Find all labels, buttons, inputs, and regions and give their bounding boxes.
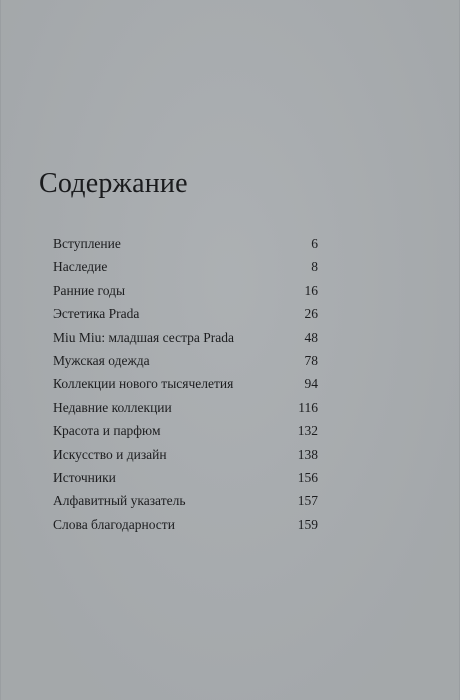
toc-entry bbox=[53, 517, 318, 540]
toc-entry-page: 159 bbox=[297, 516, 318, 532]
toc-entry-title: Недавние коллекции bbox=[53, 399, 172, 415]
toc-entry bbox=[53, 423, 318, 446]
toc-entry-title: Miu Miu: младшая сестра Prada bbox=[53, 329, 235, 345]
toc-entry-page: 8 bbox=[311, 259, 318, 275]
toc-entry-page: 16 bbox=[304, 282, 318, 298]
toc-entry-page: 26 bbox=[304, 306, 318, 322]
toc-entry-title: Слова благодарности bbox=[53, 516, 175, 532]
toc-entry-title: Эстетика Prada bbox=[53, 306, 140, 322]
toc-entry bbox=[53, 259, 318, 282]
toc-entry bbox=[53, 330, 318, 353]
toc-heading: Содержание bbox=[39, 168, 188, 199]
toc-entry-page: 156 bbox=[297, 469, 318, 485]
toc-entry bbox=[53, 447, 318, 470]
toc-entry-title: Ранние годы bbox=[53, 282, 126, 298]
toc-entry bbox=[53, 283, 318, 306]
toc-entry-title: Источники bbox=[53, 469, 116, 485]
toc-entry bbox=[53, 306, 318, 329]
toc-entry bbox=[53, 376, 318, 399]
toc-entry-page: 138 bbox=[297, 446, 318, 462]
toc-entry-title: Вступление bbox=[53, 236, 121, 251]
toc-entry-title: Коллекции нового тысячелетия bbox=[53, 376, 234, 392]
toc-entry-page: 48 bbox=[304, 329, 318, 345]
toc-entry-title: Алфавитный указатель bbox=[53, 493, 186, 509]
toc-entry-title: Мужская одежда bbox=[53, 352, 150, 368]
toc-entry-page: 157 bbox=[297, 493, 318, 509]
toc-entry bbox=[53, 236, 318, 259]
toc-entry bbox=[53, 353, 318, 376]
toc-entry bbox=[53, 400, 318, 423]
toc-entry-page: 6 bbox=[311, 236, 318, 251]
toc-entry-title: Красота и парфюм bbox=[53, 423, 161, 439]
toc-entry-page: 132 bbox=[297, 423, 318, 439]
toc-entry bbox=[53, 470, 318, 493]
toc-entry-title: Наследие bbox=[53, 259, 108, 275]
toc-entry-page: 78 bbox=[304, 352, 318, 368]
toc-entry-page: 116 bbox=[298, 399, 318, 415]
toc-entry bbox=[53, 493, 318, 516]
toc-entry-title: Искусство и дизайн bbox=[53, 446, 167, 462]
toc-list bbox=[53, 236, 318, 540]
toc-entry-page: 94 bbox=[304, 376, 318, 392]
